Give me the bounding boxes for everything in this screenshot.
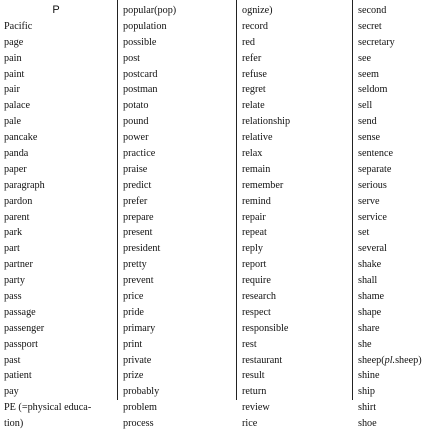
word-entry: pale	[4, 116, 21, 128]
word-entry: post	[123, 52, 140, 64]
word-entry: restaurant	[242, 354, 283, 366]
word-entry: seem	[358, 68, 379, 80]
word-entry: relationship	[242, 116, 291, 128]
word-entry: population	[123, 20, 167, 32]
plural-abbrev: pl.	[384, 354, 396, 366]
word-entry: relative	[242, 132, 273, 144]
word-entry: see	[358, 52, 372, 64]
word-entry: reply	[242, 243, 263, 255]
word-entry: prevent	[123, 275, 154, 287]
word-entry: PE (=physical educa-	[4, 402, 92, 414]
word-entry: paper	[4, 163, 27, 175]
word-entry: patient	[4, 370, 32, 382]
word-entry: rest	[242, 338, 257, 350]
word-entry: Pacific	[4, 20, 33, 32]
word-entry: ognize)	[242, 5, 273, 16]
word-entry: sell	[358, 100, 373, 112]
word-column-1	[4, 0, 115, 430]
word-entry: serve	[358, 195, 380, 207]
word-entry: review	[242, 402, 270, 414]
word-entry: power	[123, 132, 149, 144]
word-entry: set	[358, 227, 370, 239]
word-entry: print	[123, 338, 143, 350]
word-entry: report	[242, 259, 267, 271]
word-entry: private	[123, 354, 152, 366]
word-entry: relax	[242, 148, 263, 160]
word-entry: remain	[242, 163, 271, 175]
word-entry: prepare	[123, 211, 154, 223]
column-divider	[236, 0, 237, 400]
word-entry: shake	[358, 259, 382, 271]
word-column-2	[123, 0, 235, 430]
column-divider	[117, 0, 118, 400]
word-entry: paint	[4, 68, 25, 80]
word-entry: price	[123, 291, 144, 303]
word-entry: secret	[358, 20, 382, 32]
word-entry: pain	[4, 52, 22, 64]
word-entry: pride	[123, 306, 144, 318]
word-entry	[358, 353, 440, 369]
word-entry: separate	[358, 163, 392, 175]
word-part: sheep(	[358, 354, 385, 366]
word-entry: refuse	[242, 68, 267, 80]
word-entry: paragraph	[4, 179, 45, 191]
word-entry: pay	[4, 386, 19, 398]
word-entry: panda	[4, 148, 29, 160]
word-entry: prize	[123, 370, 144, 382]
word-entry: repair	[242, 211, 266, 223]
word-entry: passage	[4, 306, 36, 318]
column-divider	[352, 0, 353, 400]
word-entry: result	[242, 370, 265, 382]
word-entry: service	[358, 211, 387, 223]
word-entry: past	[4, 354, 21, 366]
word-entry: rice	[242, 418, 258, 430]
word-column-3	[242, 0, 352, 430]
word-entry: seldom	[358, 84, 388, 96]
word-entry: pair	[4, 84, 20, 96]
word-entry: probably	[123, 386, 160, 398]
word-entry: require	[242, 275, 271, 287]
word-entry: responsible	[242, 322, 289, 334]
word-entry: potato	[123, 100, 149, 112]
word-entry: sentence	[358, 148, 394, 160]
word-entry: palace	[4, 100, 31, 112]
word-entry: passport	[4, 338, 38, 350]
word-entry: return	[242, 386, 267, 398]
word-entry: shoe	[358, 418, 377, 430]
word-entry: sense	[358, 132, 381, 144]
word-entry: serious	[358, 179, 387, 191]
word-entry: she	[358, 338, 372, 350]
word-entry: process	[123, 418, 154, 430]
word-entry: regret	[242, 84, 266, 96]
word-entry: pass	[4, 291, 22, 303]
word-entry: party	[4, 275, 25, 287]
word-entry: page	[4, 36, 24, 48]
word-entry: remember	[242, 179, 284, 191]
word-entry: remind	[242, 195, 271, 207]
word-entry: president	[123, 243, 161, 255]
word-entry: part	[4, 243, 20, 255]
word-entry: pretty	[123, 259, 147, 271]
word-entry: pardon	[4, 195, 33, 207]
word-entry: praise	[123, 163, 148, 175]
word-entry: ship	[358, 386, 375, 398]
word-part: sheep)	[395, 354, 422, 366]
word-entry: shine	[358, 370, 380, 382]
word-entry: second	[358, 5, 387, 16]
word-entry: refer	[242, 52, 262, 64]
word-entry: repeat	[242, 227, 267, 239]
word-entry: research	[242, 291, 276, 303]
word-entry: red	[242, 36, 256, 48]
word-entry: respect	[242, 306, 271, 318]
word-entry: tion)	[4, 418, 24, 430]
word-entry: shall	[358, 275, 378, 287]
word-entry: shirt	[358, 402, 377, 414]
word-entry: present	[123, 227, 153, 239]
word-entry: share	[358, 322, 380, 334]
word-entry: partner	[4, 259, 33, 271]
word-entry: practice	[123, 148, 156, 160]
word-entry: pancake	[4, 132, 38, 144]
word-entry: shape	[358, 306, 382, 318]
word-entry: possible	[123, 36, 157, 48]
word-entry: relate	[242, 100, 265, 112]
word-entry: shame	[358, 291, 385, 303]
word-entry: record	[242, 20, 269, 32]
word-entry: primary	[123, 322, 156, 334]
word-entry: several	[358, 243, 387, 255]
letter-heading: P	[52, 4, 60, 16]
word-column-4	[358, 0, 440, 430]
word-entry: postman	[123, 84, 158, 96]
word-entry: send	[358, 116, 377, 128]
word-entry: secretary	[358, 36, 395, 48]
word-entry: problem	[123, 402, 157, 414]
word-entry: park	[4, 227, 23, 239]
word-entry: passenger	[4, 322, 45, 334]
word-entry: parent	[4, 211, 30, 223]
word-entry: prefer	[123, 195, 148, 207]
word-entry: predict	[123, 179, 152, 191]
word-entry: postcard	[123, 68, 158, 80]
word-entry: pound	[123, 116, 149, 128]
word-entry: popular(pop)	[123, 5, 177, 16]
